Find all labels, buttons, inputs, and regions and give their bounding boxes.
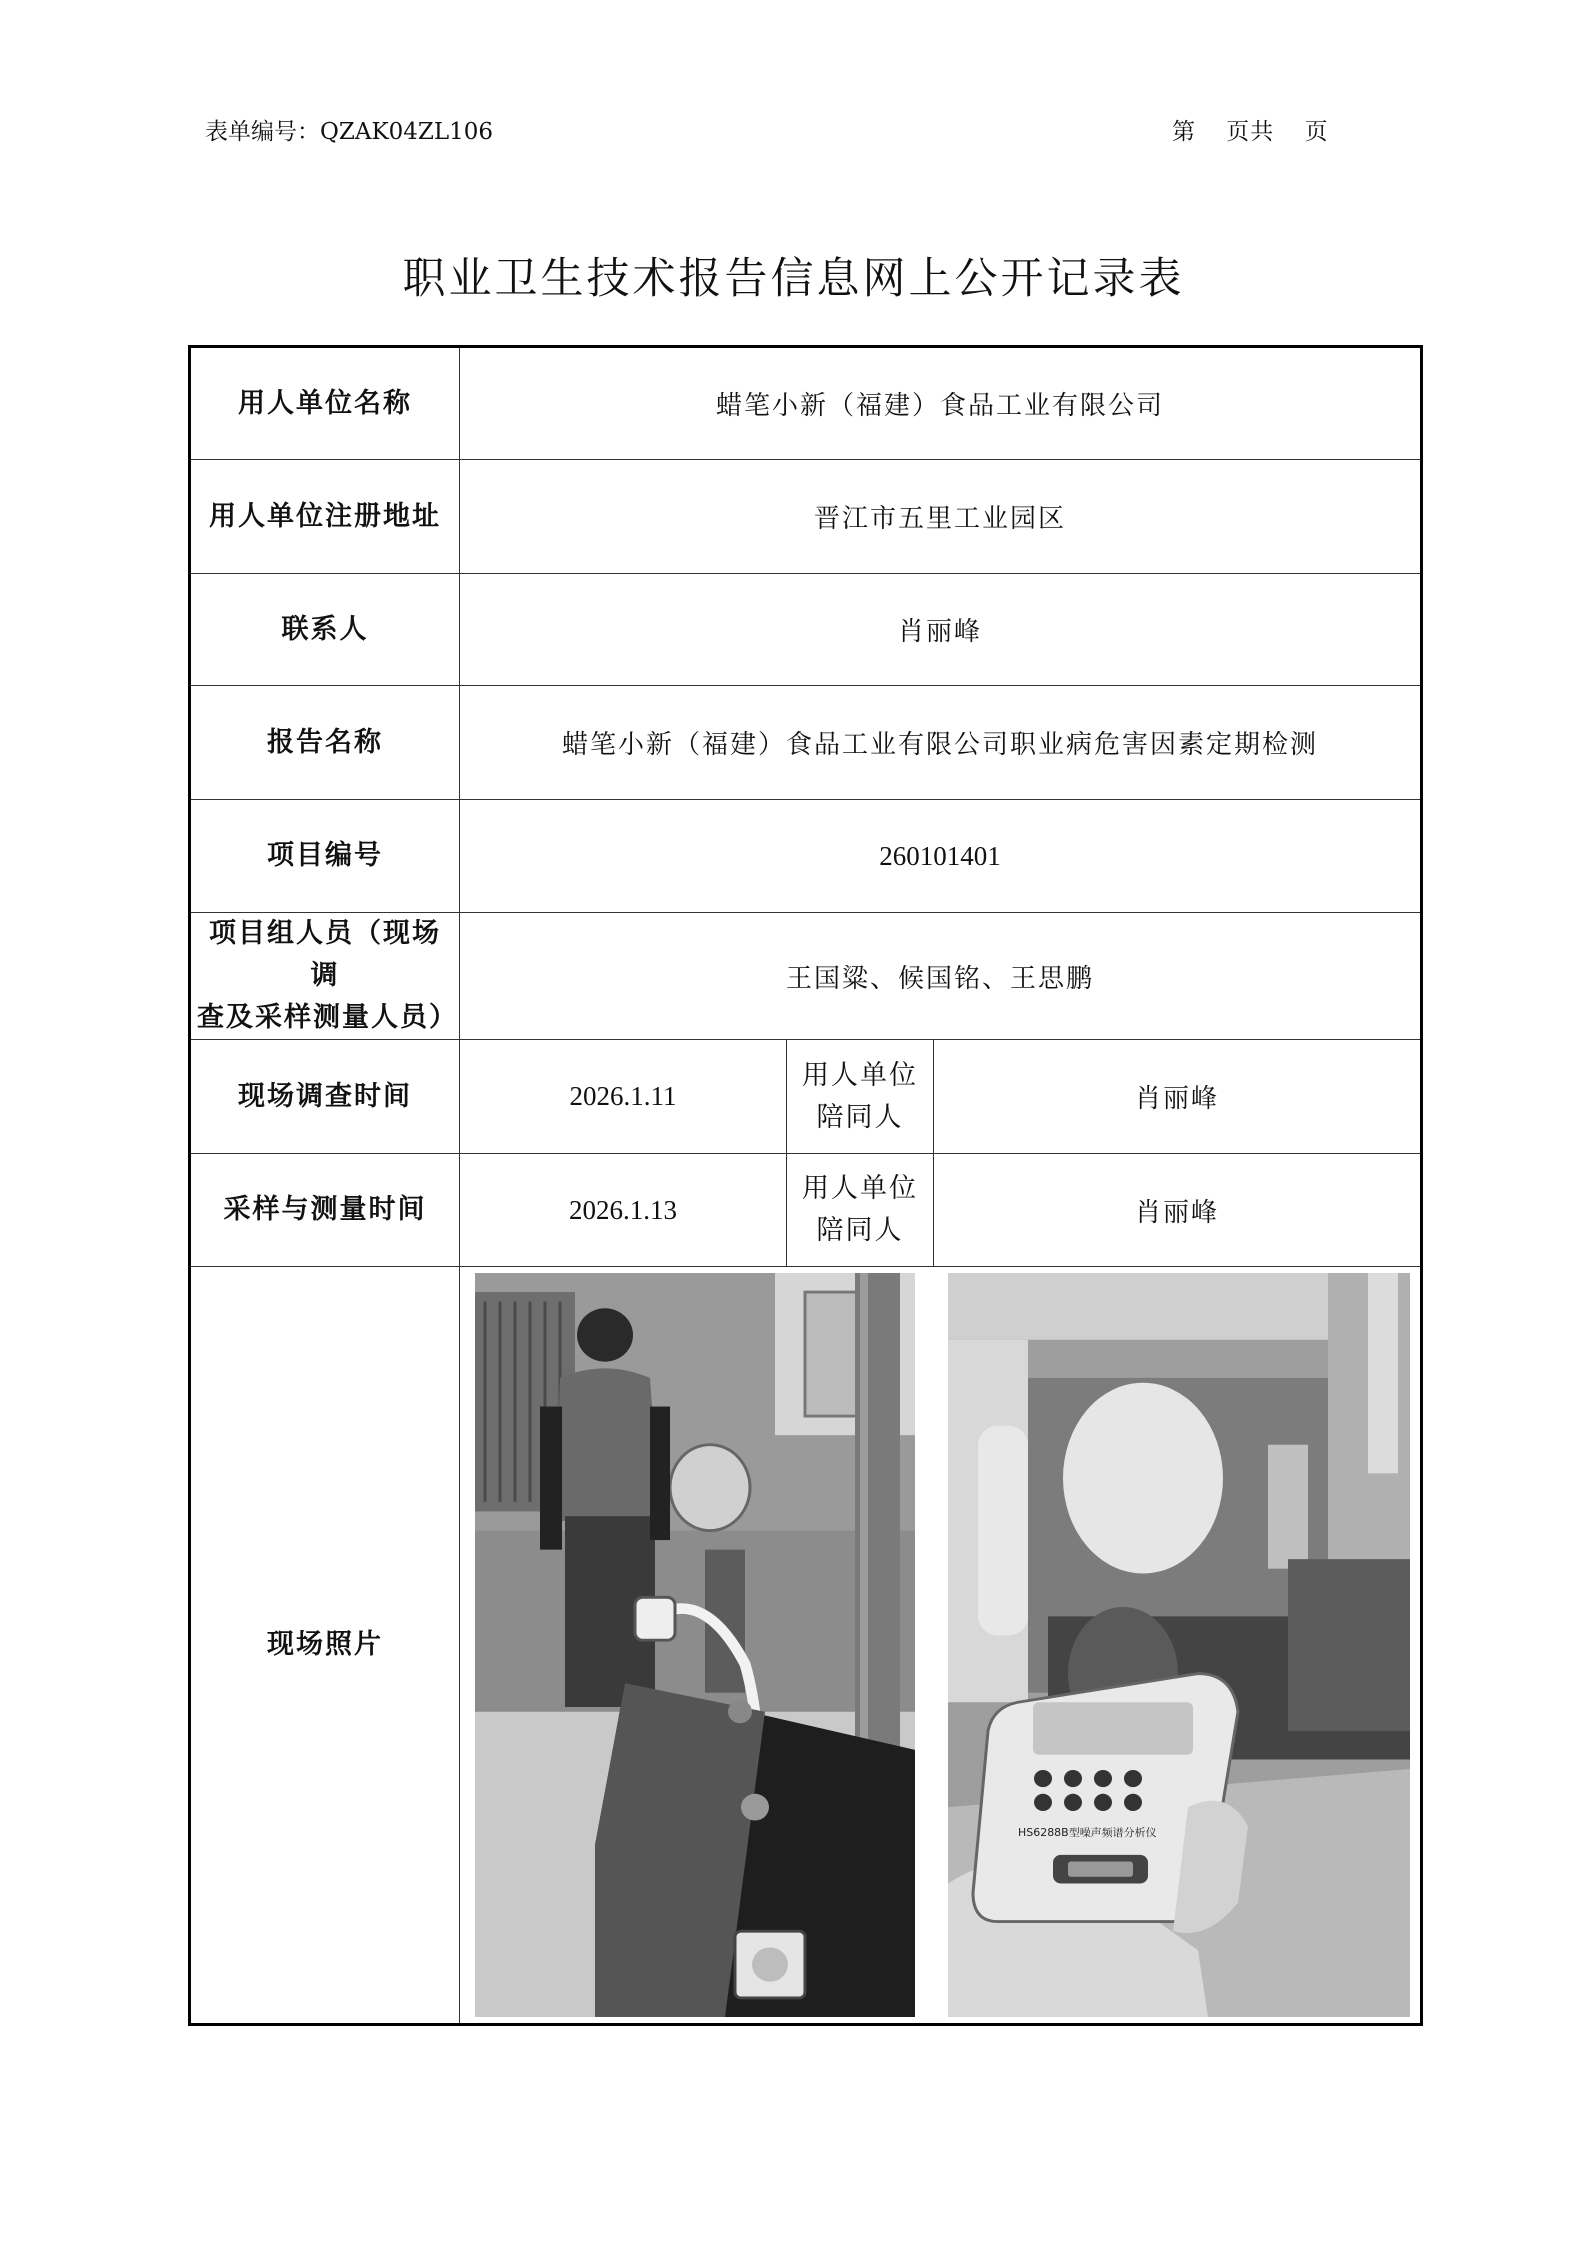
value-report-name: 蜡笔小新（福建）食品工业有限公司职业病危害因素定期检测 xyxy=(460,686,1422,800)
label-team-line1: 项目组人员（现场调 xyxy=(209,918,441,991)
row-survey xyxy=(190,1040,1422,1154)
label-team xyxy=(190,913,460,1040)
value-sampling-date: 2026.1.13 xyxy=(460,1154,787,1267)
dust-sampler-photo-image xyxy=(475,1273,915,2017)
form-number: 表单编号：QZAK04ZL106 xyxy=(205,119,494,145)
document-title: 职业卫生技术报告信息网上公开记录表 xyxy=(402,254,1185,304)
sampling-escort-line1: 用人单位 xyxy=(802,1173,918,1204)
label-survey-time: 现场调查时间 xyxy=(190,1040,460,1154)
label-project-no: 项目编号 xyxy=(190,800,460,913)
value-survey-escort: 肖丽峰 xyxy=(934,1040,1422,1154)
label-unit-name: 用人单位名称 xyxy=(190,347,460,460)
survey-escort-line1: 用人单位 xyxy=(802,1059,918,1091)
value-unit-name: 蜡笔小新（福建）食品工业有限公司 xyxy=(460,347,1422,460)
survey-escort-line2: 陪同人 xyxy=(816,1101,904,1133)
label-report-name: 报告名称 xyxy=(190,686,460,800)
row-report-name xyxy=(190,686,1422,800)
photos-cell xyxy=(460,1267,1422,2025)
value-team: 王国粱、候国铭、王思鹏 xyxy=(460,913,1422,1040)
page-number: 第 页共 页 xyxy=(1172,119,1329,145)
value-project-no: 260101401 xyxy=(460,800,1422,913)
row-contact xyxy=(190,574,1422,686)
value-contact: 肖丽峰 xyxy=(460,574,1422,686)
label-team-line2: 查及采样测量人员） xyxy=(197,1002,458,1033)
row-team xyxy=(190,913,1422,1040)
site-photo-noise-meter xyxy=(948,1273,1410,2017)
label-photos: 现场照片 xyxy=(190,1267,460,2025)
value-address: 晋江市五里工业园区 xyxy=(460,460,1422,574)
label-survey-escort xyxy=(787,1040,934,1154)
value-survey-date: 2026.1.11 xyxy=(460,1040,787,1154)
sampling-escort-line2: 陪同人 xyxy=(816,1215,904,1246)
noise-meter-photo-image xyxy=(948,1273,1410,2017)
site-photo-dust-sampler xyxy=(475,1273,915,2017)
label-address: 用人单位注册地址 xyxy=(190,460,460,574)
record-table xyxy=(188,345,1423,2026)
label-sampling-escort xyxy=(787,1154,934,1267)
label-sampling-time: 采样与测量时间 xyxy=(190,1154,460,1267)
label-contact: 联系人 xyxy=(190,574,460,686)
row-photos xyxy=(190,1267,1422,2025)
meter-label-text: HS6288B型噪声频谱分析仪 xyxy=(1018,1826,1157,1839)
row-address xyxy=(190,460,1422,574)
value-sampling-escort: 肖丽峰 xyxy=(934,1154,1422,1267)
row-sampling xyxy=(190,1154,1422,1267)
row-unit-name xyxy=(190,347,1422,460)
row-project-no xyxy=(190,800,1422,913)
